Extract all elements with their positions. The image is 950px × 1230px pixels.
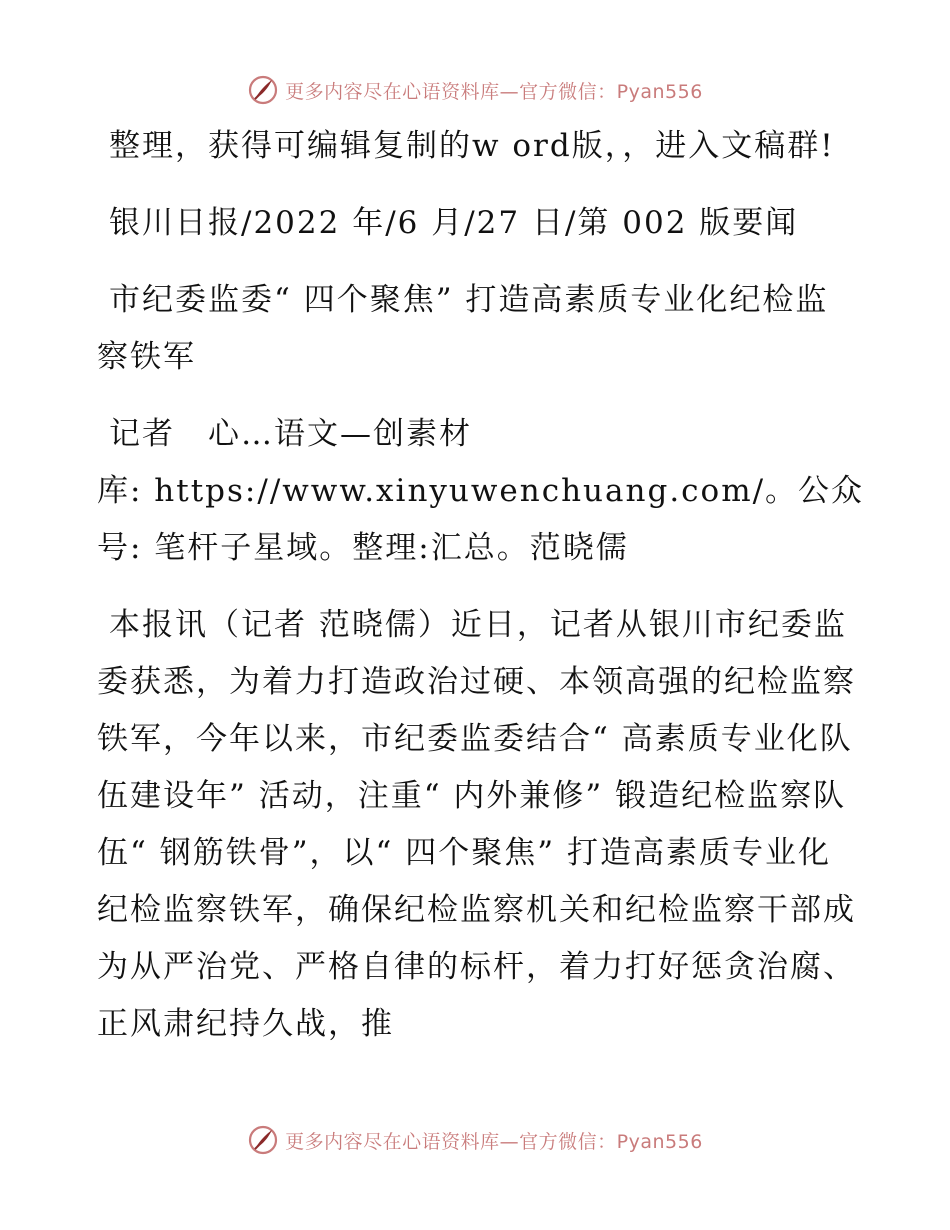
quill-logo-icon: [247, 74, 279, 106]
footer-banner: [0, 1120, 950, 1160]
source-line: 银川日报/2022 年/6 月/27 日/第 002 版要闻: [109, 205, 799, 241]
document-body: [97, 118, 865, 1053]
author-line: 记者 心…语文—创素材: [109, 416, 472, 452]
body-paragraph: 本报讯（记者 范晓儒）近日，记者从银川市纪委监委获悉，为着力打造政治过硬、本领高强的纪检监察铁军，今年以来，市纪委监委结合“ 高素质专业化队伍建设年” 活动，注重“ 内外兼修” 锻造纪检监察队伍“ 钢筋铁骨”，以“ 四个聚焦” 打造高素质专业化纪检监察铁军，确保纪检监察机关和纪检监察干部成为从严治党、严格自律的标杆，着力打好惩贪治腐、正风肃纪持久战，推: [97, 607, 856, 1042]
banner-text: 更多内容尽在心语资料库—官方微信：Pyan556: [285, 1130, 703, 1153]
quill-logo-icon: [247, 1124, 279, 1156]
article-title: 市纪委监委“ 四个聚焦” 打造高素质专业化纪检监察铁军: [97, 282, 829, 375]
header-banner: [0, 70, 950, 110]
author-line: 号: 笔杆子星域。整理:汇总。范晓儒: [97, 530, 629, 566]
banner-text: 更多内容尽在心语资料库—官方微信：Pyan556: [285, 80, 703, 103]
author-block: [97, 406, 865, 577]
author-line: 库: https://www.xinyuwenchuang.com/。公众: [97, 473, 865, 509]
intro-paragraph: 整理，获得可编辑复制的w ord版，，进入文稿群!: [109, 128, 835, 164]
